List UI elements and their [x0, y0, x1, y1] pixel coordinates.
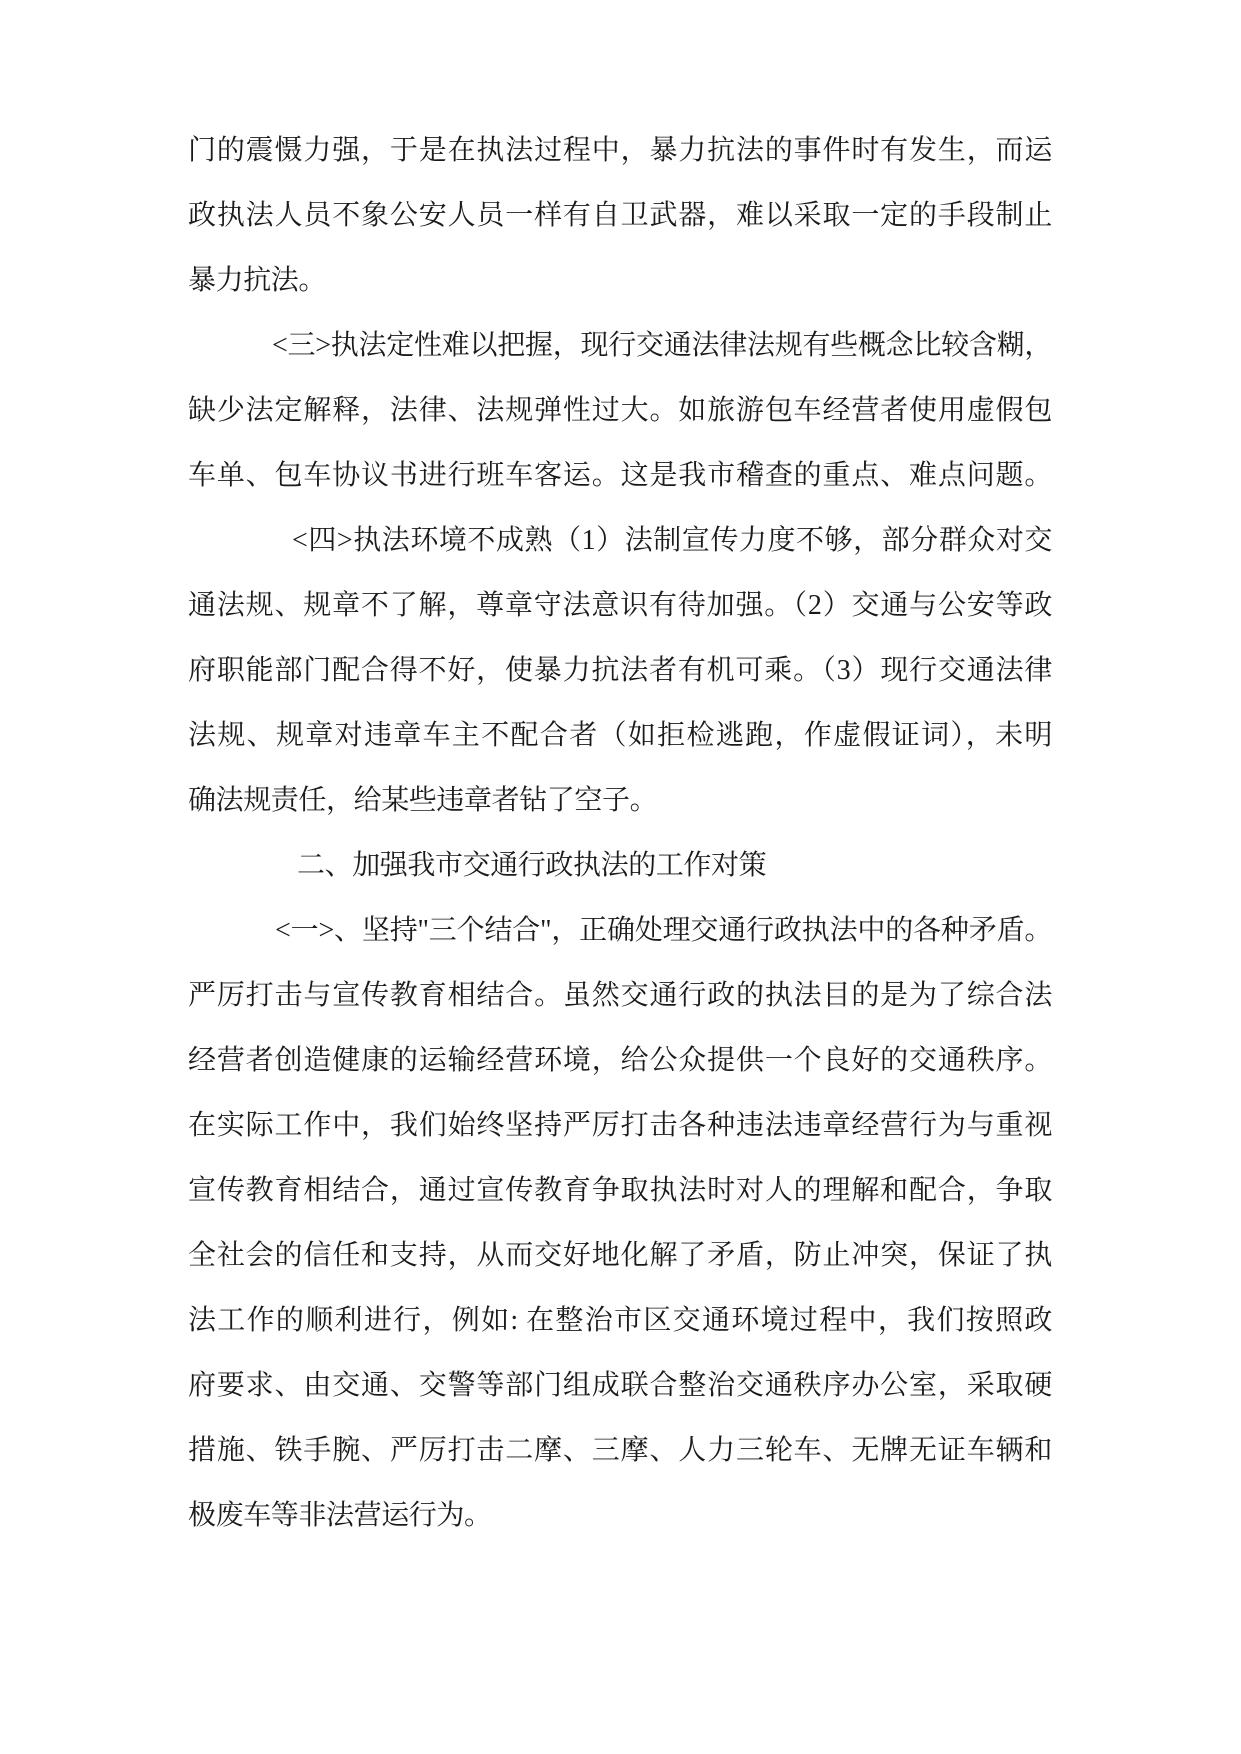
- text-line: 措施、铁手腕、严厉打击二摩、三摩、人力三轮车、无牌无证车辆和: [188, 1435, 1052, 1466]
- text-line: 宣传教育相结合，通过宣传教育争取执法时对人的理解和配合，争取: [188, 1175, 1052, 1206]
- text-line: 极废车等非法营运行为。: [188, 1500, 492, 1531]
- text-line: 缺少法定解释，法律、法规弹性过大。如旅游包车经营者使用虚假包: [188, 395, 1052, 426]
- text-line: 在实际工作中，我们始终坚持严厉打击各种违法违章经营行为与重视: [188, 1110, 1052, 1141]
- text-line: 通法规、规章不了解，尊章守法意识有待加强。（2）交通与公安等政: [188, 590, 1052, 621]
- text-line: 门的震慑力强，于是在执法过程中，暴力抗法的事件时有发生，而运: [188, 135, 1052, 166]
- text-line: 严厉打击与宣传教育相结合。虽然交通行政的执法目的是为了综合法: [188, 980, 1052, 1011]
- text-line: 车单、包车协议书进行班车客运。这是我市稽查的重点、难点问题。: [188, 460, 1052, 491]
- document-text-block: [188, 118, 1052, 1548]
- text-line: 法规、规章对违章车主不配合者（如拒检逃跑，作虚假证词），未明: [188, 720, 1052, 751]
- text-line: 府职能部门配合得不好，使暴力抗法者有机可乘。（3）现行交通法律: [188, 655, 1052, 686]
- text-line: 府要求、由交通、交警等部门组成联合整治交通秩序办公室，采取硬: [188, 1370, 1052, 1401]
- text-line: <四>执法环境不成熟（1）法制宣传力度不够，部分群众对交: [292, 525, 1052, 556]
- text-line: <一>、坚持"三个结合"，正确处理交通行政执法中的各种矛盾。: [275, 915, 1052, 946]
- text-line: 全社会的信任和支持，从而交好地化解了矛盾，防止冲突，保证了执: [188, 1240, 1052, 1271]
- text-line: <三>执法定性难以把握，现行交通法律法规有些概念比较含糊，: [272, 330, 1052, 361]
- text-line: 经营者创造健康的运输经营环境，给公众提供一个良好的交通秩序。: [188, 1045, 1052, 1076]
- section-heading: 二、加强我市交通行政执法的工作对策: [297, 850, 767, 881]
- text-line: 暴力抗法。: [188, 265, 327, 296]
- text-line: 政执法人员不象公安人员一样有自卫武器，难以采取一定的手段制止: [188, 200, 1052, 231]
- text-line: 确法规责任，给某些违章者钻了空子。: [188, 785, 658, 816]
- text-line: 法工作的顺利进行，例如: 在整治市区交通环境过程中，我们按照政: [188, 1305, 1052, 1336]
